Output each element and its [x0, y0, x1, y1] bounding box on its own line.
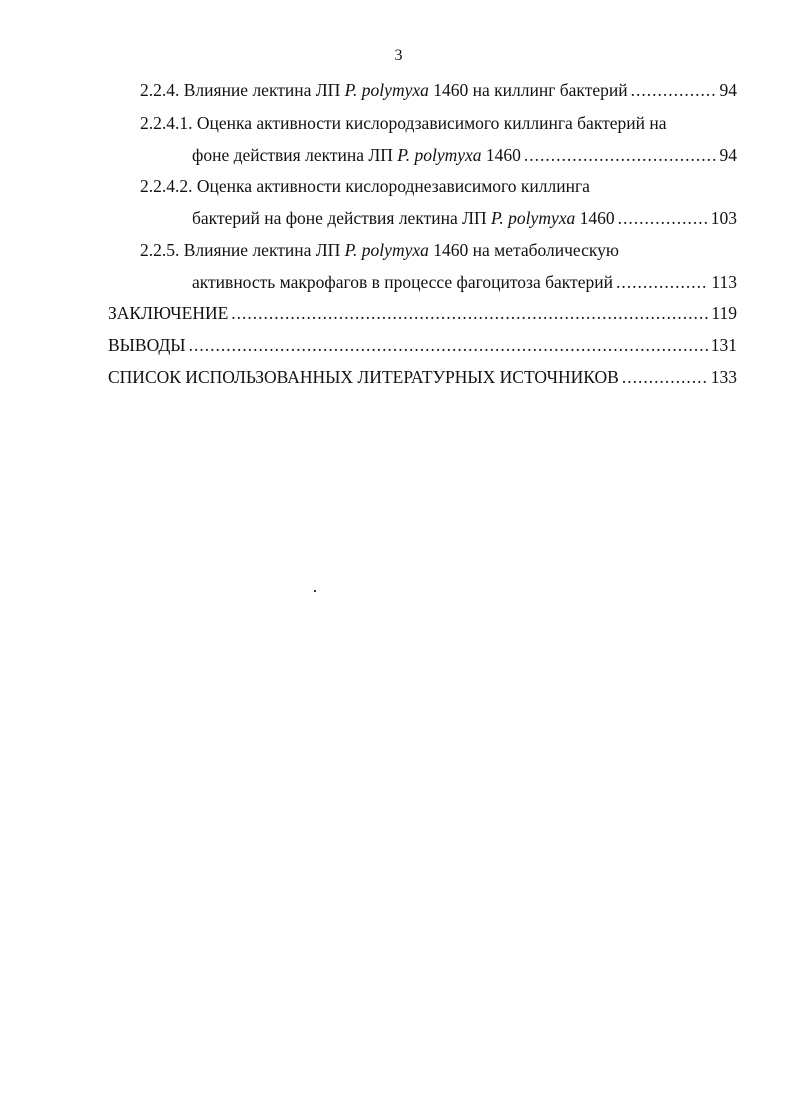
toc-page-number: 94: [719, 145, 737, 165]
toc-entry-conclusion[interactable]: [108, 301, 737, 325]
toc-entry-continuation[interactable]: [192, 143, 737, 167]
toc-entry-findings[interactable]: [108, 333, 737, 357]
toc-entry-title: 2.2.5. Влияние лектина ЛП P. polymyxa 1460 на метаболическую: [140, 240, 619, 260]
toc-leader: [622, 365, 708, 389]
toc-page-number: 103: [710, 208, 737, 228]
toc-page-number: 133: [710, 367, 737, 387]
toc-leader: [231, 301, 708, 325]
toc-entry-title: СПИСОК ИСПОЛЬЗОВАННЫХ ЛИТЕРАТУРНЫХ ИСТОЧНИКОВ: [108, 367, 619, 387]
toc-entry-references[interactable]: [108, 365, 737, 389]
toc-entry[interactable]: [140, 111, 667, 135]
toc-entry-title: активность макрофагов в процессе фагоцитоза бактерий: [192, 272, 613, 292]
toc-leader: [618, 206, 708, 230]
toc-leader: [524, 143, 717, 167]
toc-page-number: 119: [711, 303, 737, 323]
toc-entry-title: фоне действия лектина ЛП P. polymyxa 1460: [192, 145, 521, 165]
scan-speck: [314, 590, 316, 592]
toc-entry-title: ВЫВОДЫ: [108, 335, 186, 355]
toc-page-number: 131: [710, 335, 737, 355]
toc-entry-title: ЗАКЛЮЧЕНИЕ: [108, 303, 229, 323]
toc-leader: [631, 78, 717, 102]
toc-entry-title: 2.2.4. Влияние лектина ЛП P. polymyxa 1460 на киллинг бактерий: [140, 80, 628, 100]
toc-entry-title: бактерий на фоне действия лектина ЛП P. polymyxa 1460: [192, 208, 615, 228]
toc-entry[interactable]: [140, 238, 619, 262]
toc-entry[interactable]: [140, 174, 590, 198]
toc-entry-title: 2.2.4.2. Оценка активности кислороднезависимого киллинга: [140, 176, 590, 196]
toc-entry-title: 2.2.4.1. Оценка активности кислородзависимого киллинга бактерий на: [140, 113, 667, 133]
toc-entry[interactable]: [140, 78, 737, 102]
page-number: 3: [394, 47, 403, 64]
toc-page-number: 113: [711, 272, 737, 292]
toc-entry-continuation[interactable]: [192, 270, 737, 294]
toc-page-number: 94: [719, 80, 737, 100]
toc-leader: [189, 333, 708, 357]
toc-leader: [616, 270, 708, 294]
toc-entry-continuation[interactable]: [192, 206, 737, 230]
